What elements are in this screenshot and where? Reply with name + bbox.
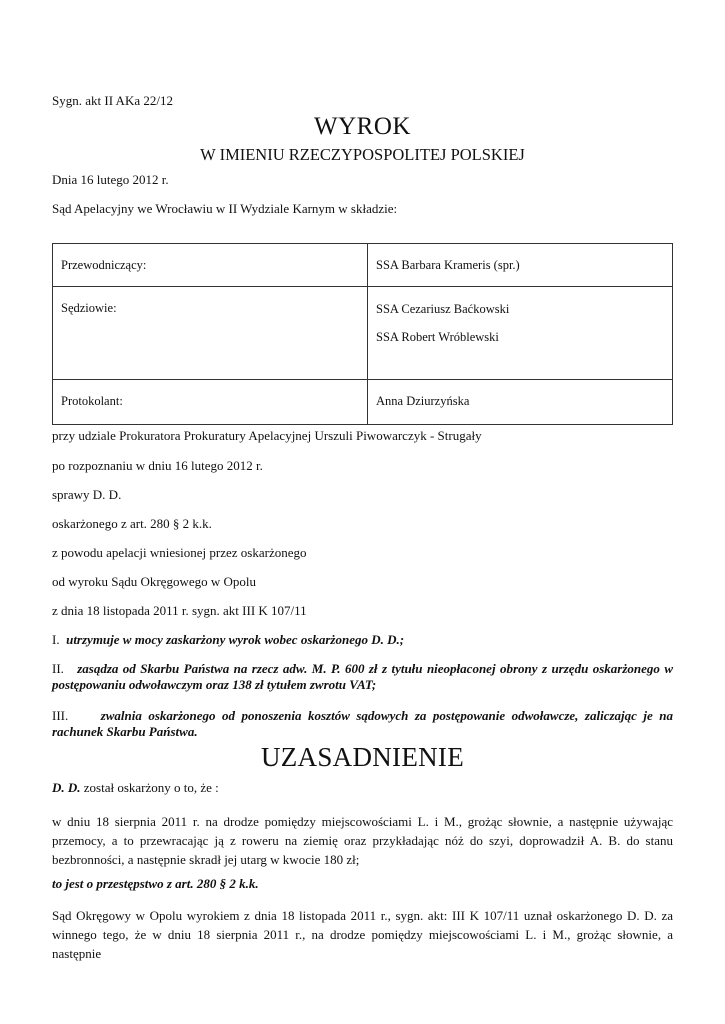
charge-paragraph: w dniu 18 sierpnia 2011 r. na drodze pomiędzy miejscowościami L. i M., grożąc słownie, a następnie używając przemocy, a to przewracając ją z roweru na ziemię oraz przykładając nóż do szyi, doprowadził A. B. do stanu bezbronności, a następnie skradł jej utarg w kwocie 180 zł;: [52, 814, 673, 867]
proceedings-line: sprawy D. D.: [52, 487, 122, 502]
ruling-number: III.: [52, 708, 69, 723]
ruling-text: zasądza od Skarbu Państwa na rzecz adw. M. P. 600 zł z tytułu nieopłaconej obrony z urzędu oskarżonego w postępowaniu odwoławczym oraz 138 zł tytułem zwrotu VAT;: [52, 661, 673, 692]
proceedings-line: przy udziale Prokuratora Prokuratury Apelacyjnej Urszuli Piwowarczyk - Strugały: [52, 428, 482, 443]
chair-value: SSA Barbara Krameris (spr.): [368, 244, 673, 287]
table-row: [53, 287, 673, 380]
ruling-text: utrzymuje w mocy zaskarżony wyrok wobec oskarżonego D. D.;: [66, 632, 405, 647]
justification-heading: UZASADNIENIE: [260, 742, 465, 772]
ruling-1: [52, 632, 404, 648]
offence-line: to jest o przestępstwo z art. 280 § 2 k.k.: [52, 876, 259, 891]
ruling-number: I.: [52, 632, 60, 647]
table-row: [53, 380, 673, 425]
ruling-3: [52, 708, 673, 740]
judgment-title: WYROK: [314, 113, 411, 140]
table-row: [53, 244, 673, 287]
chair-label: Przewodniczący:: [53, 244, 368, 287]
judges-label: Sędziowie:: [53, 287, 368, 380]
proceedings-line: z dnia 18 listopada 2011 r. sygn. akt III K 107/11: [52, 603, 307, 618]
clerk-value: Anna Dziurzyńska: [368, 380, 673, 425]
lower-court-paragraph: Sąd Okręgowy w Opolu wyrokiem z dnia 18 listopada 2011 r., sygn. akt: III K 107/11 uznał oskarżonego D. D. za winnego tego, że w dniu 18 sierpnia 2011 r., na drodze pomiędzy miejscowościami L. i M., grożąc słownie, a następnie: [52, 908, 673, 961]
proceedings-line: po rozpoznaniu w dniu 16 lutego 2012 r.: [52, 458, 263, 473]
court-line: Sąd Apelacyjny we Wrocławiu w II Wydziale Karnym w składzie:: [52, 201, 398, 216]
proceedings-line: oskarżonego z art. 280 § 2 k.k.: [52, 516, 212, 531]
accused-rest: został oskarżony o to, że :: [80, 780, 219, 795]
court-composition-table: [52, 243, 673, 425]
judge-2: SSA Robert Wróblewski: [376, 330, 499, 344]
judgment-date: Dnia 16 lutego 2012 r.: [52, 172, 169, 187]
clerk-label: Protokolant:: [53, 380, 368, 425]
accused-line: [52, 780, 219, 796]
ruling-2: [52, 661, 673, 693]
proceedings-line: z powodu apelacji wniesionej przez oskarżonego: [52, 545, 307, 560]
accused-name: D. D.: [52, 780, 81, 795]
ruling-number: II.: [52, 661, 64, 676]
judge-1: SSA Cezariusz Baćkowski: [376, 302, 510, 316]
ruling-text: zwalnia oskarżonego od ponoszenia kosztów sądowych za postępowanie odwoławcze, zaliczając je na rachunek Skarbu Państwa.: [52, 708, 673, 739]
judges-value: [368, 287, 673, 380]
case-signature: Sygn. akt II AKa 22/12: [52, 93, 173, 108]
judgment-subtitle: W IMIENIU RZECZYPOSPOLITEJ POLSKIEJ: [200, 145, 525, 164]
proceedings-line: od wyroku Sądu Okręgowego w Opolu: [52, 574, 257, 589]
